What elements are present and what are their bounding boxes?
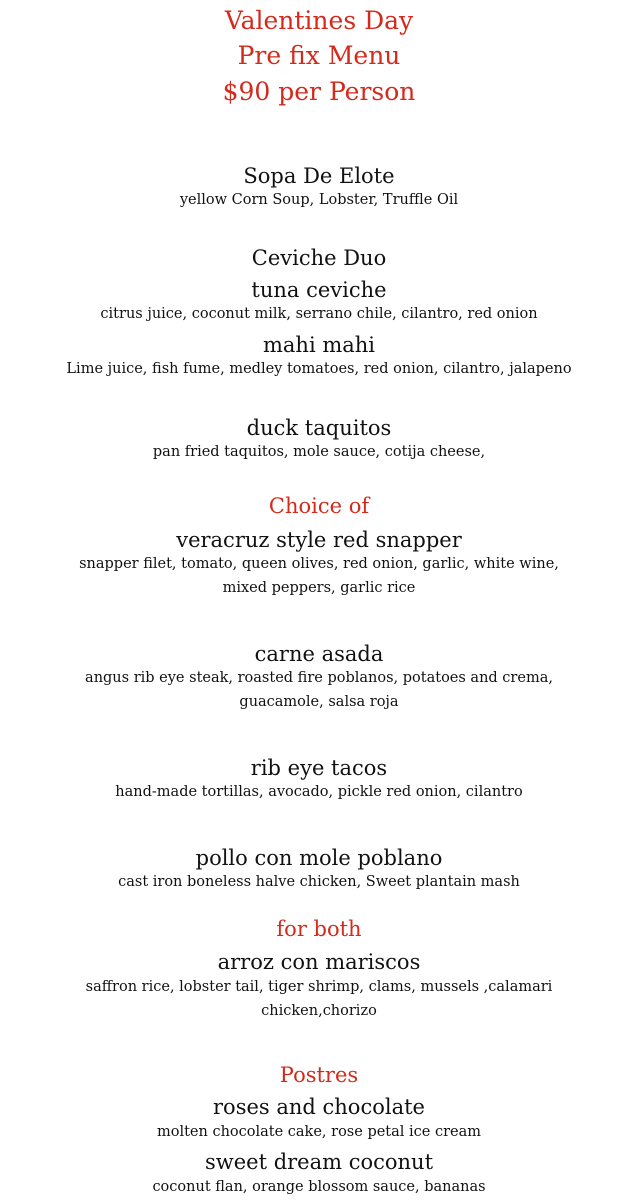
section-heading-choice: Choice of	[268, 494, 370, 518]
dish-desc-arroz-1: saffron rice, lobster tail, tiger shrimp, clams, mussels ,calamari	[85, 979, 553, 995]
dish-name-ceviche: Ceviche Duo	[251, 246, 387, 270]
dish-desc-tuna: citrus juice, coconut milk, serrano chile, cilantro, red onion	[100, 306, 538, 322]
dish-name-pollo: pollo con mole poblano	[195, 846, 443, 870]
dish-desc-carne-1: angus rib eye steak, roasted fire poblanos, potatoes and crema,	[85, 670, 553, 686]
dish-name-carne: carne asada	[254, 642, 384, 666]
dish-name-sopa: Sopa De Elote	[243, 164, 395, 188]
dish-desc-duck: pan fried taquitos, mole sauce, cotija cheese,	[152, 444, 486, 460]
menu-price: $90 per Person	[222, 77, 416, 106]
dish-desc-snapper-1: snapper filet, tomato, queen olives, red onion, garlic, white wine,	[79, 556, 559, 572]
dish-desc-snapper-2: mixed peppers, garlic rice	[222, 580, 416, 596]
dish-name-duck: duck taquitos	[246, 416, 392, 440]
menu-subtitle: Pre fix Menu	[237, 41, 401, 70]
dish-name-coconut: sweet dream coconut	[204, 1150, 434, 1174]
section-heading-both: for both	[276, 917, 362, 941]
dish-desc-sopa: yellow Corn Soup, Lobster, Truffle Oil	[179, 192, 459, 208]
dish-desc-pollo: cast iron boneless halve chicken, Sweet plantain mash	[118, 874, 520, 890]
dish-name-tacos: rib eye tacos	[250, 756, 388, 780]
dish-desc-roses: molten chocolate cake, rose petal ice cream	[156, 1124, 481, 1140]
dish-name-tuna: tuna ceviche	[251, 278, 387, 302]
dish-desc-carne-2: guacamole, salsa roja	[239, 694, 399, 710]
dish-desc-mahi: Lime juice, fish fume, medley tomatoes, red onion, cilantro, jalapeno	[66, 361, 572, 377]
dish-desc-tacos: hand-made tortillas, avocado, pickle red onion, cilantro	[115, 784, 523, 800]
dish-desc-coconut: coconut flan, orange blossom sauce, bananas	[152, 1179, 486, 1195]
dish-name-arroz: arroz con mariscos	[217, 950, 421, 974]
dish-desc-arroz-2: chicken,chorizo	[261, 1003, 377, 1019]
dish-name-roses: roses and chocolate	[213, 1095, 425, 1119]
dish-name-mahi: mahi mahi	[262, 333, 376, 357]
dish-name-snapper: veracruz style red snapper	[176, 528, 462, 552]
section-heading-postres: Postres	[279, 1063, 359, 1087]
menu-title: Valentines Day	[224, 6, 414, 35]
